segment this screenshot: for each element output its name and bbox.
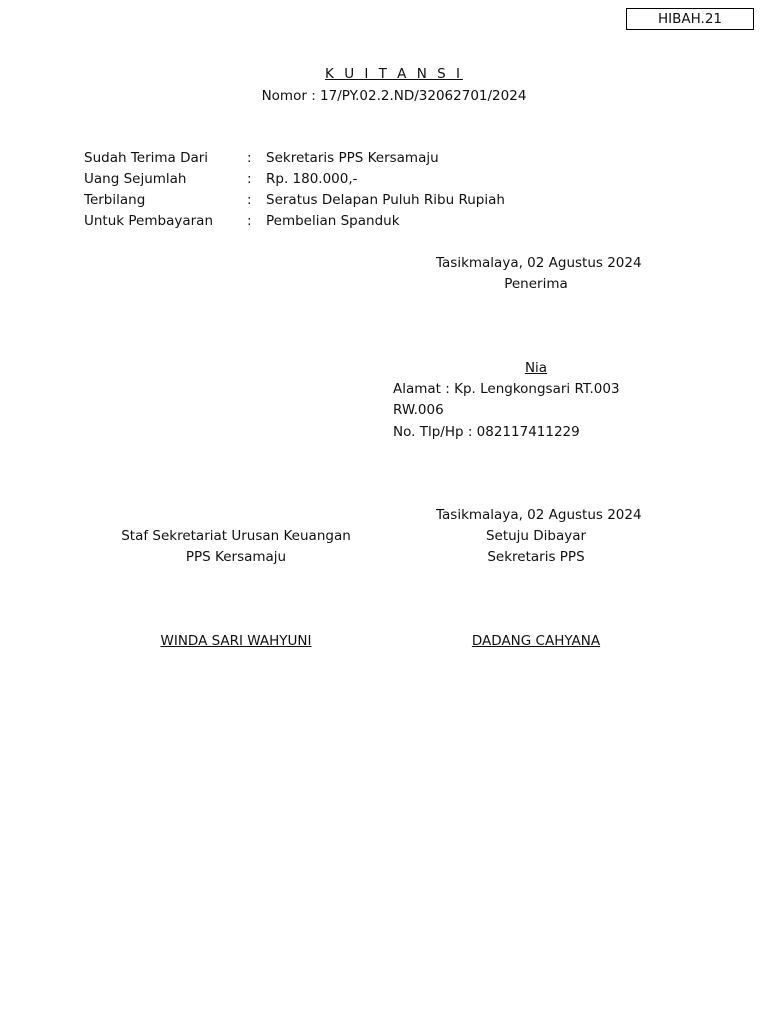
document-code: HIBAH.21: [657, 11, 722, 27]
detail-colon: :: [247, 213, 252, 229]
document-code-box: [626, 8, 754, 30]
staff-title-line1: Staf Sekretariat Urusan Keuangan: [121, 528, 351, 544]
receiver-phone: No. Tlp/Hp : 082117411229: [393, 424, 580, 440]
detail-value-in-words: Seratus Delapan Puluh Ribu Rupiah: [266, 192, 505, 208]
receiver-address-line1: Alamat : Kp. Lengkongsari RT.003: [393, 381, 620, 397]
approver-name: DADANG CAHYANA: [471, 633, 601, 649]
detail-label-amount: Uang Sejumlah: [84, 171, 187, 187]
document-title: K U I T A N S I: [325, 66, 463, 82]
detail-colon: :: [247, 171, 252, 187]
receiver-address-line2: RW.006: [393, 402, 444, 418]
detail-colon: :: [247, 150, 252, 166]
detail-label-received-from: Sudah Terima Dari: [84, 150, 209, 166]
detail-value-received-from: Sekretaris PPS Kersamaju: [266, 150, 439, 166]
receiver-date: Tasikmalaya, 02 Agustus 2024: [436, 255, 642, 271]
approver-date: Tasikmalaya, 02 Agustus 2024: [436, 507, 642, 523]
document-number: Nomor : 17/PY.02.2.ND/32062701/2024: [261, 88, 527, 104]
detail-label-in-words: Terbilang: [84, 192, 146, 208]
detail-colon: :: [247, 192, 252, 208]
detail-value-amount: Rp. 180.000,-: [266, 171, 358, 187]
approver-title-line2: Sekretaris PPS: [487, 549, 585, 565]
receiver-role: Penerima: [504, 276, 568, 292]
approver-title-line1: Setuju Dibayar: [485, 528, 587, 544]
detail-label-purpose: Untuk Pembayaran: [84, 213, 213, 229]
staff-name: WINDA SARI WAHYUNI: [160, 633, 312, 649]
staff-title-line2: PPS Kersamaju: [185, 549, 287, 565]
detail-value-purpose: Pembelian Spanduk: [266, 213, 400, 229]
receiver-name: Nia: [524, 360, 548, 376]
